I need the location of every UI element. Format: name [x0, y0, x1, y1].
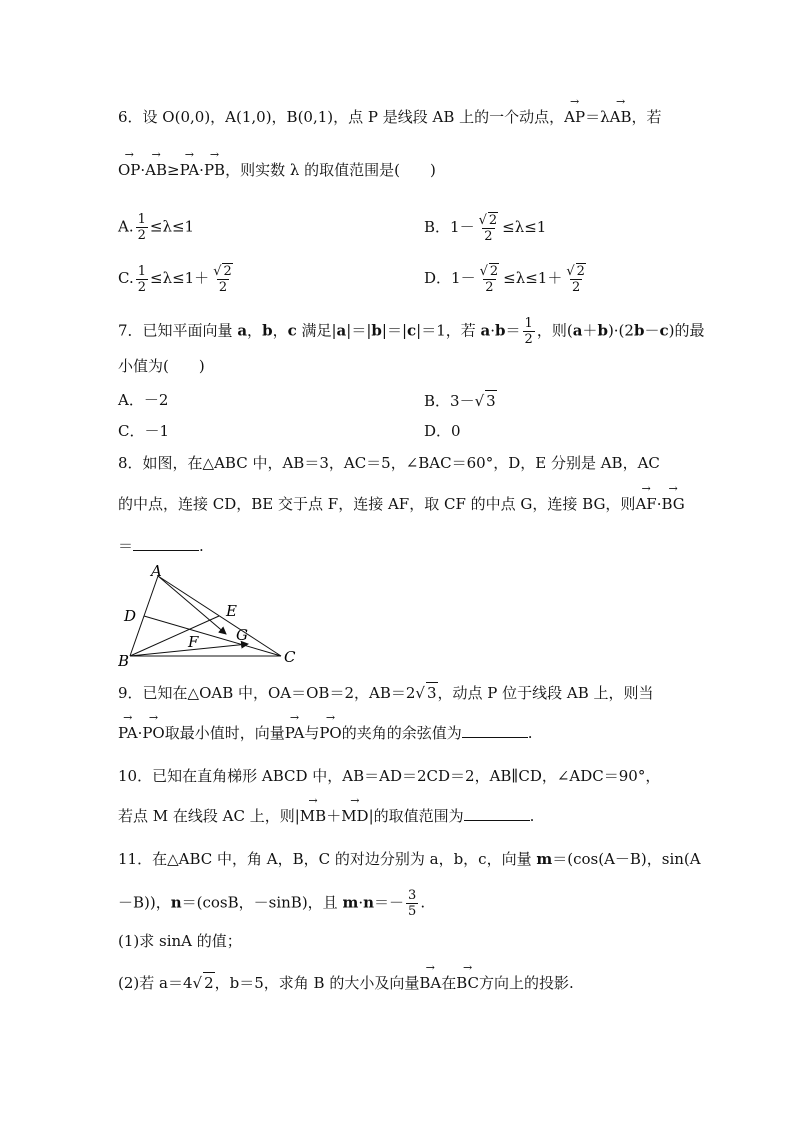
vector-PO-2: → PO	[319, 723, 341, 743]
triangle-diagram	[118, 562, 302, 668]
q6-option-c: C. $\frac{1}{2}$ ≤λ≤1＋ $\frac{√ 2}{2}$	[118, 263, 237, 295]
vector-MB: → MB	[300, 806, 326, 826]
fraction-half: $\frac{1}{2}$	[137, 212, 146, 243]
vector-PB: → PB	[204, 160, 225, 180]
q7-option-b: B．3－√ 3	[424, 392, 496, 410]
q10-line2: 若点 M 在线段 AC 上，则|→ MB＋→ MD|的取值范围为 .	[118, 806, 534, 826]
q9-line1: 9．已知在△OAB 中，OA＝OB＝2，AB＝2√ 3，动点 P 位于线段 AB 上，则当	[118, 684, 654, 702]
q7-option-d: D．0	[424, 422, 461, 440]
q10-line1: 10．已知在直角梯形 ABCD 中，AB＝AD＝2CD＝2，AB∥CD，∠ADC＝90°，	[118, 767, 661, 785]
q9-line2: → PA·→ PO取最小值时，向量→ PA与→ PO的夹角的余弦值为 .	[118, 723, 533, 743]
q8-line1: 8．如图，在△ABC 中，AB＝3，AC＝5，∠BAC＝60°，D，E 分别是 AB，AC	[118, 454, 660, 472]
q6-option-b: B．1－ $\frac{√ 2}{2}$ ≤λ≤1	[424, 213, 547, 244]
q7-option-a: A．－2	[118, 391, 169, 409]
vector-PA-2: → PA	[285, 723, 305, 743]
q7-line2: 小值为( )	[118, 357, 205, 375]
q6-option-a: A. $\frac{1}{2}$ ≤λ≤1	[118, 212, 195, 243]
vector-AB-2: → AB	[145, 160, 167, 180]
q11-line2: －B))，n＝(cosB，－sinB)，且 m·n＝－ $\frac{3}{5}$ .	[118, 888, 426, 919]
q6-line1: 6．设 O(0,0)，A(1,0)，B(0,1)，点 P 是线段 AB 上的一个动点，→ AP＝λ→ AB，若	[118, 107, 662, 127]
vector-PA: → PA	[180, 160, 200, 180]
q6-line2: → OP·→ AB≥→ PA·→ PB，则实数 λ 的取值范围是( )	[118, 160, 436, 180]
side-AC	[158, 576, 281, 656]
vector-AB: → AB	[610, 107, 632, 127]
q11-line1: 11．在△ABC 中，角 A，B，C 的对边分别为 a，b，c，向量 m＝(cos(A－B)，sin(A	[118, 850, 701, 868]
vector-AF: → AF	[635, 494, 656, 514]
vector-PO: → PO	[142, 723, 164, 743]
vector-AP: → AP	[564, 107, 585, 127]
q7-option-c: C．－1	[118, 422, 170, 440]
fraction-three-fifths: $\frac{3}{5}$	[408, 888, 417, 919]
fraction-half: $\frac{1}{2}$	[137, 263, 146, 295]
answer-blank[interactable]	[133, 536, 199, 551]
vector-BA: → BA	[419, 973, 441, 993]
segment-BE	[130, 616, 219, 656]
q8-line2: 的中点，连接 CD，BE 交于点 F，连接 AF，取 CF 的中点 G，连接 BG，则→ AF·→ BG	[118, 494, 685, 514]
label-C: C	[284, 648, 296, 666]
label-G: G	[236, 626, 248, 644]
fraction-half: $\frac{1}{2}$	[524, 316, 533, 347]
fraction-sqrt2-half: $\frac{√ 2}{2}$	[566, 264, 585, 295]
label-F: F	[188, 633, 199, 651]
fraction-sqrt2-half: $\frac{√ 2}{2}$	[478, 213, 498, 244]
q7-line1: 7．已知平面向量 a，b，c 满足|a|＝|b|＝|c|＝1，若 a·b＝ $\frac{1}{2}$ ，则(a＋b)·(2b－c)的最	[118, 316, 705, 347]
label-B: B	[118, 652, 130, 668]
label-A: A	[151, 562, 162, 580]
q6-option-d: D．1－ $\frac{√ 2}{2}$ ≤λ≤1＋ $\frac{√ 2}{2}$	[424, 263, 590, 295]
vector-PA: → PA	[118, 723, 138, 743]
fraction-sqrt2-half: $\frac{√ 2}{2}$	[479, 264, 499, 295]
answer-blank[interactable]	[464, 806, 530, 821]
q11-part2: (2)若 a＝4√ 2，b＝5，求角 B 的大小及向量→ BA在→ BC方向上的投影.	[118, 972, 574, 993]
vector-OP: → OP	[118, 160, 140, 180]
q11-part1: (1)求 sinA 的值；	[118, 932, 242, 950]
vector-BG: → BG	[661, 494, 684, 514]
fraction-sqrt2-half: $\frac{√ 2}{2}$	[213, 264, 232, 295]
vector-AF-arrow	[158, 576, 226, 634]
q8-line3: ＝ .	[118, 537, 204, 555]
answer-blank[interactable]	[462, 723, 528, 738]
label-E: E	[226, 602, 237, 620]
vector-BC: → BC	[456, 973, 479, 993]
vector-MD: → MD	[341, 806, 368, 826]
label-D: D	[124, 607, 137, 625]
